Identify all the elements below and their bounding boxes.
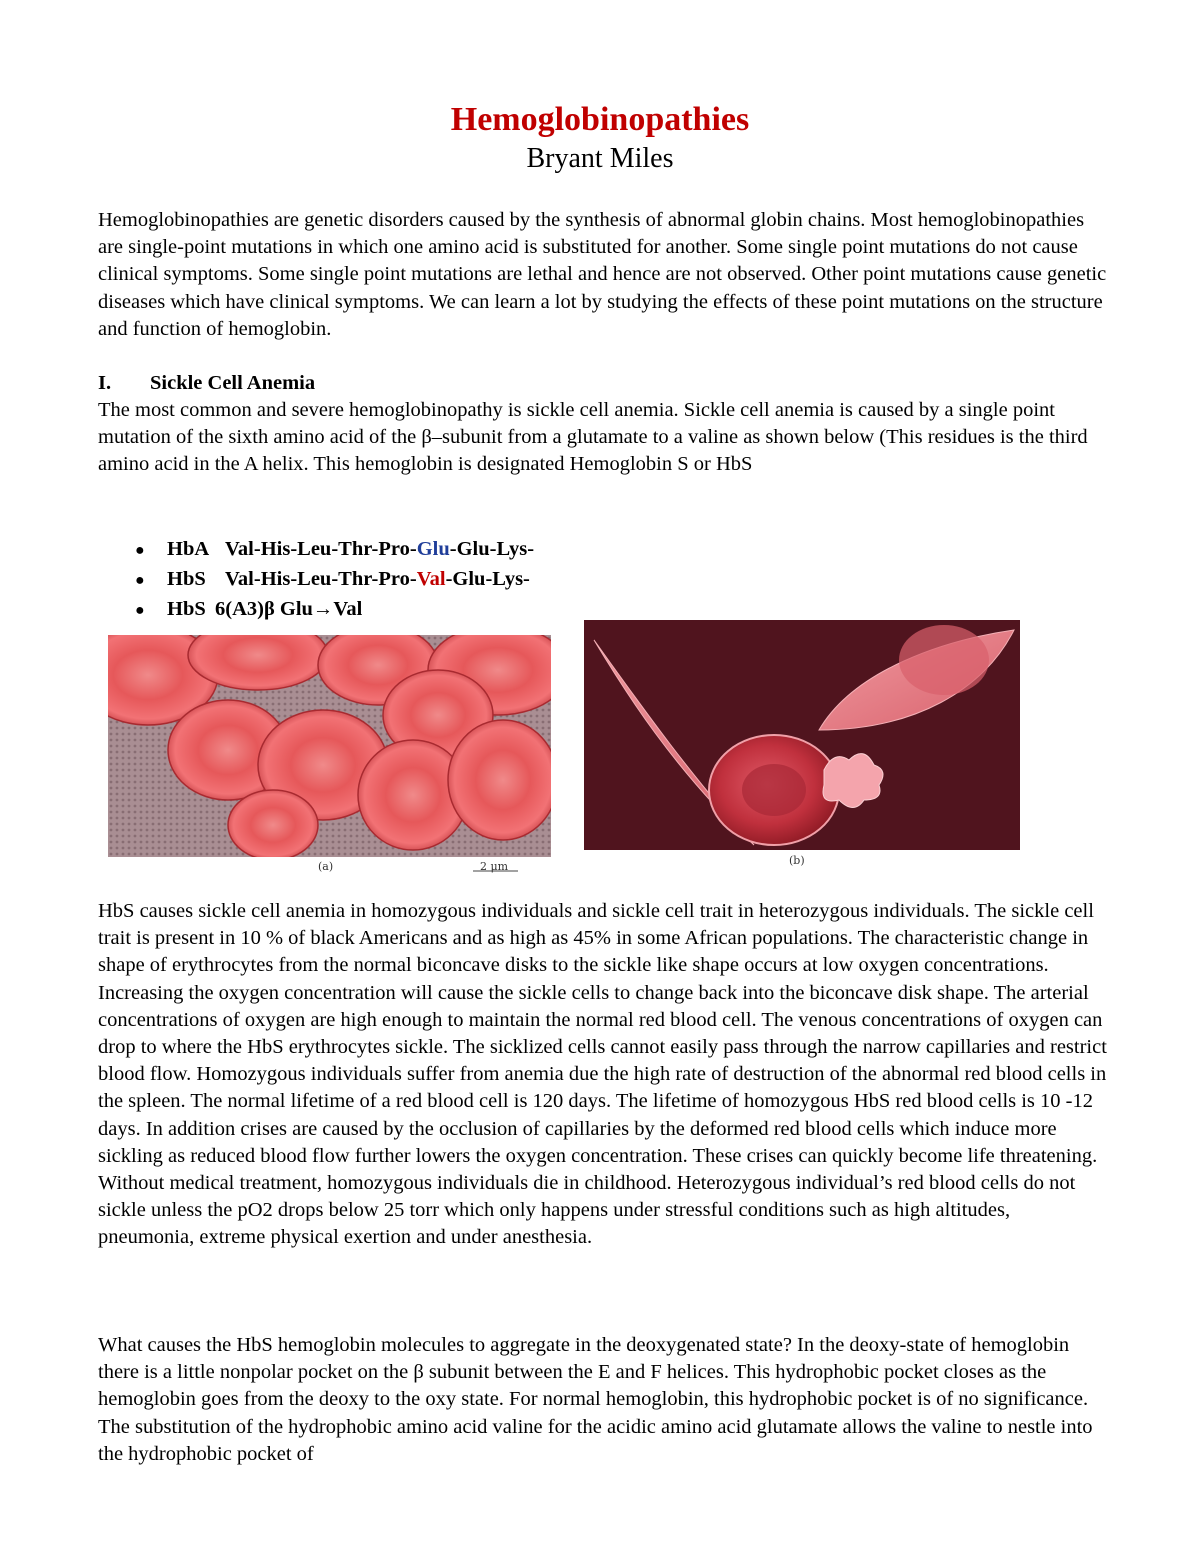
mutation-notation: 6(A3)β Glu→Val [215, 598, 363, 620]
intro-paragraph: Hemoglobinopathies are genetic disorders caused by the synthesis of abnormal globin chains. Most hemoglobinopathies are single-point mutations in which one amino acid is substituted for another. Some single point mutations do not cause clinical symptoms. Some single point mutations are lethal and hence are not observed. Other point mutations cause genetic diseases which have clinical symptoms. We can learn a lot by studying the effects of these point mutations on the structure and function of hemoglobin. [98, 209, 1107, 340]
sequence-highlight: Glu [416, 538, 450, 560]
section-heading [98, 370, 315, 397]
author-name: Bryant Miles [526, 143, 674, 174]
hbs-paragraph: HbS causes sickle cell anemia in homozygous individuals and sickle cell trait in heterozygous individuals. The sickle cell trait is present in 10 % of black Americans and as high as 45% in some African populations. The characteristic change in shape of erythrocytes from the normal biconcave disks to the sickle like shape occurs at low oxygen concentrations. Increasing the oxygen concentration will cause the sickle cells to change back into the biconcave disk shape. The arterial concentrations of oxygen are high enough to maintain the normal red blood cell. The venous concentrations of oxygen can drop to where the HbS erythrocytes sickle. The sicklized cells cannot easily pass through the narrow capillaries and restrict blood flow. Homozygous individuals suffer from anemia due the high rate of destruction of the abnormal red blood cells in the spleen. The normal lifetime of a red blood cell is 120 days. The lifetime of homozygous HbS red blood cells is 10 -12 days. In addition crises are caused by the occlusion of capillaries by the deformed red blood cells which induce more sickling as reduced blood flow further lowers the oxygen concentration. These crises can quickly become life threatening. Without medical treatment, homozygous individuals die in childhood. Heterozygous individual’s red blood cells do not sickle unless the pO2 drops below 25 torr which only happens under stressful conditions such as high altitudes, pneumonia, extreme physical exertion and under anesthesia. [98, 900, 1107, 1249]
page-title: Hemoglobinopathies [450, 101, 750, 138]
sickle-cell-image [584, 620, 1020, 867]
sequence-list [135, 535, 534, 625]
bullet-icon: ● [135, 542, 145, 559]
list-item [135, 595, 534, 625]
figure-caption-b: (b) [789, 854, 805, 867]
sequence-suffix: -Glu-Lys- [445, 568, 530, 590]
scale-bar-label: 2 μm [480, 860, 509, 873]
figure-caption-a: (a) [318, 860, 334, 873]
sequence-prefix: Val-His-Leu-Thr-Pro- [225, 568, 417, 590]
normal-rbc-image [108, 635, 551, 877]
section-number: I. [98, 372, 112, 394]
section-title: Sickle Cell Anemia [150, 372, 316, 394]
sequence-prefix: Val-His-Leu-Thr-Pro- [225, 538, 417, 560]
sequence-highlight: Val [416, 568, 446, 590]
bullet-icon: ● [135, 572, 145, 589]
aggregation-paragraph: What causes the HbS hemoglobin molecules to aggregate in the deoxygenated state? In the deoxy-state of hemoglobin there is a little nonpolar pocket on the β subunit between the E and F helices. This hydrophobic pocket closes as the hemoglobin goes from the deoxy to the oxy state. For normal hemoglobin, this hydrophobic pocket is of no significance. The substitution of the hydrophobic amino acid valine for the acidic amino acid glutamate allows the valine to nestle into the hydrophobic pocket of [98, 1334, 1093, 1465]
sickle-cell-paragraph: The most common and severe hemoglobinopathy is sickle cell anemia. Sickle cell anemia is caused by a single point mutation of the sixth amino acid of the β–subunit from a glutamate to a valine as shown below (This residues is the third amino acid in the A helix. This hemoglobin is designated Hemoglobin S or HbS [98, 399, 1088, 476]
hemoglobin-abbr: HbS [167, 598, 206, 620]
list-item [135, 565, 534, 595]
list-item [135, 535, 534, 565]
sequence-suffix: -Glu-Lys- [449, 538, 535, 560]
bullet-icon: ● [135, 602, 145, 619]
hemoglobin-abbr: HbS [167, 568, 206, 590]
hemoglobin-abbr: HbA [167, 538, 210, 560]
